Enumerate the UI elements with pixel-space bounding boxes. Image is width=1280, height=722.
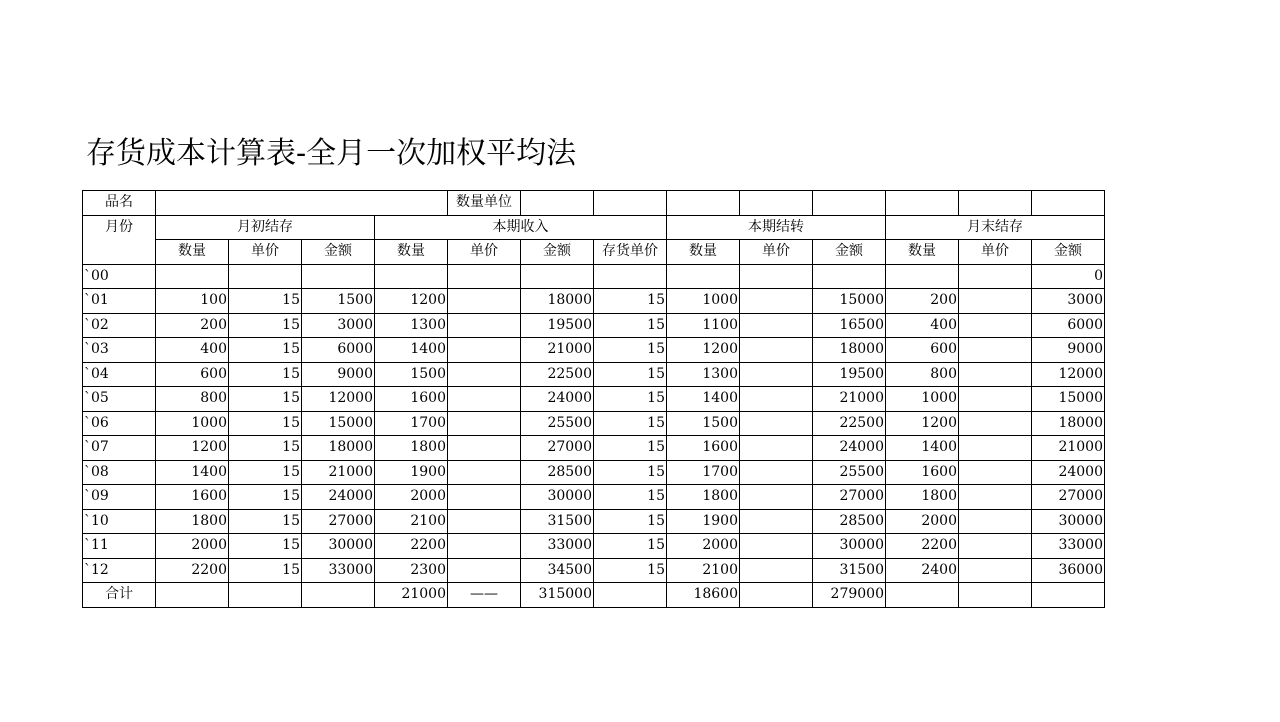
- opening-amount-cell[interactable]: 1500: [302, 289, 375, 314]
- table-row: [83, 436, 1189, 461]
- closing-price-cell[interactable]: [959, 534, 1032, 559]
- month-cell[interactable]: `03: [83, 338, 156, 363]
- table-row: [83, 289, 1189, 314]
- inventory-cost-table: [82, 190, 1189, 608]
- closing-qty-cell[interactable]: 800: [886, 362, 959, 387]
- inventory-unit-price-cell[interactable]: 15: [594, 509, 667, 534]
- transfers-amount-cell[interactable]: 25500: [813, 460, 886, 485]
- inventory-unit-price-cell[interactable]: 15: [594, 362, 667, 387]
- month-cell[interactable]: `06: [83, 411, 156, 436]
- table-row: [83, 387, 1189, 412]
- receipts-qty-cell[interactable]: 1900: [375, 460, 448, 485]
- transfers-price-cell[interactable]: [740, 509, 813, 534]
- closing-price-cell[interactable]: [959, 387, 1032, 412]
- closing-qty-cell[interactable]: [886, 264, 959, 289]
- total-receipts-price-cell[interactable]: ——: [448, 583, 521, 608]
- closing-amount-cell[interactable]: 30000: [1032, 509, 1105, 534]
- transfers-qty-cell[interactable]: 1400: [667, 387, 740, 412]
- receipts-amount-cell[interactable]: 31500: [521, 509, 594, 534]
- opening-price-cell[interactable]: 15: [229, 411, 302, 436]
- transfers-price-cell[interactable]: [740, 460, 813, 485]
- transfers-amount-cell[interactable]: 21000: [813, 387, 886, 412]
- opening-group-label: 月初结存: [156, 215, 375, 240]
- transfers-price-cell[interactable]: [740, 534, 813, 559]
- transfers-qty-cell[interactable]: [667, 264, 740, 289]
- transfers-amount-cell[interactable]: 18000: [813, 338, 886, 363]
- col-receipts-qty: 数量: [375, 240, 448, 265]
- opening-amount-cell[interactable]: 33000: [302, 558, 375, 583]
- qty-unit-label: 数量单位: [448, 191, 521, 216]
- opening-price-cell[interactable]: [229, 264, 302, 289]
- inventory-unit-price-cell[interactable]: 15: [594, 387, 667, 412]
- col-opening-amount: 金额: [302, 240, 375, 265]
- closing-amount-cell[interactable]: 9000: [1032, 338, 1105, 363]
- inventory-unit-price-cell[interactable]: 15: [594, 313, 667, 338]
- receipts-qty-cell[interactable]: 1500: [375, 362, 448, 387]
- month-label: 月份: [83, 215, 156, 264]
- receipts-price-cell[interactable]: [448, 411, 521, 436]
- transfers-qty-cell[interactable]: 1800: [667, 485, 740, 510]
- opening-qty-cell[interactable]: 1200: [156, 436, 229, 461]
- table-row: [83, 509, 1189, 534]
- receipts-price-cell[interactable]: [448, 313, 521, 338]
- opening-amount-cell[interactable]: 9000: [302, 362, 375, 387]
- opening-price-cell[interactable]: 15: [229, 289, 302, 314]
- opening-qty-cell[interactable]: 1000: [156, 411, 229, 436]
- inventory-unit-price-cell[interactable]: 15: [594, 411, 667, 436]
- receipts-amount-cell[interactable]: 22500: [521, 362, 594, 387]
- closing-price-cell[interactable]: [959, 436, 1032, 461]
- page-title: 存货成本计算表-全月一次加权平均法: [86, 136, 577, 171]
- blank-cell[interactable]: [594, 191, 667, 216]
- total-closing-amount-cell[interactable]: [1032, 583, 1105, 608]
- month-cell[interactable]: `00: [83, 264, 156, 289]
- closing-qty-cell[interactable]: 1800: [886, 485, 959, 510]
- qty-unit-value[interactable]: [521, 191, 594, 216]
- table-row: [83, 338, 1189, 363]
- transfers-price-cell[interactable]: [740, 387, 813, 412]
- inventory-unit-price-cell[interactable]: [594, 264, 667, 289]
- opening-amount-cell[interactable]: 24000: [302, 485, 375, 510]
- total-transfers-price-cell[interactable]: [740, 583, 813, 608]
- receipts-price-cell[interactable]: [448, 436, 521, 461]
- opening-amount-cell[interactable]: [302, 264, 375, 289]
- opening-qty-cell[interactable]: [156, 264, 229, 289]
- closing-amount-cell[interactable]: 0: [1032, 264, 1105, 289]
- closing-price-cell[interactable]: [959, 460, 1032, 485]
- opening-amount-cell[interactable]: 15000: [302, 411, 375, 436]
- month-cell[interactable]: `08: [83, 460, 156, 485]
- closing-amount-cell[interactable]: 6000: [1032, 313, 1105, 338]
- transfers-price-cell[interactable]: [740, 289, 813, 314]
- receipts-qty-cell[interactable]: 1200: [375, 289, 448, 314]
- transfers-qty-cell[interactable]: 2000: [667, 534, 740, 559]
- receipts-amount-cell[interactable]: 21000: [521, 338, 594, 363]
- transfers-qty-cell[interactable]: 1600: [667, 436, 740, 461]
- closing-qty-cell[interactable]: 2200: [886, 534, 959, 559]
- closing-qty-cell[interactable]: 200: [886, 289, 959, 314]
- transfers-amount-cell[interactable]: 22500: [813, 411, 886, 436]
- transfers-amount-cell[interactable]: 15000: [813, 289, 886, 314]
- month-cell[interactable]: `05: [83, 387, 156, 412]
- closing-price-cell[interactable]: [959, 313, 1032, 338]
- opening-amount-cell[interactable]: 3000: [302, 313, 375, 338]
- opening-qty-cell[interactable]: 600: [156, 362, 229, 387]
- month-cell[interactable]: `02: [83, 313, 156, 338]
- opening-qty-cell[interactable]: 1800: [156, 509, 229, 534]
- col-closing-amount: 金额: [1032, 240, 1105, 265]
- opening-qty-cell[interactable]: 400: [156, 338, 229, 363]
- closing-qty-cell[interactable]: 600: [886, 338, 959, 363]
- closing-price-cell[interactable]: [959, 338, 1032, 363]
- transfers-amount-cell[interactable]: 30000: [813, 534, 886, 559]
- opening-amount-cell[interactable]: 18000: [302, 436, 375, 461]
- col-opening-price: 单价: [229, 240, 302, 265]
- closing-qty-cell[interactable]: 2400: [886, 558, 959, 583]
- transfers-price-cell[interactable]: [740, 436, 813, 461]
- col-transfers-qty: 数量: [667, 240, 740, 265]
- opening-price-cell[interactable]: 15: [229, 485, 302, 510]
- blank-cell[interactable]: [667, 191, 740, 216]
- transfers-price-cell[interactable]: [740, 485, 813, 510]
- closing-price-cell[interactable]: [959, 558, 1032, 583]
- receipts-price-cell[interactable]: [448, 338, 521, 363]
- col-receipts-price: 单价: [448, 240, 521, 265]
- inventory-unit-price-cell[interactable]: 15: [594, 534, 667, 559]
- transfers-amount-cell[interactable]: 27000: [813, 485, 886, 510]
- transfers-price-cell[interactable]: [740, 411, 813, 436]
- receipts-price-cell[interactable]: [448, 387, 521, 412]
- table-row: [83, 411, 1189, 436]
- month-cell[interactable]: `07: [83, 436, 156, 461]
- closing-price-cell[interactable]: [959, 362, 1032, 387]
- receipts-price-cell[interactable]: [448, 534, 521, 559]
- inventory-unit-price-cell[interactable]: 15: [594, 436, 667, 461]
- totals-label: 合计: [83, 583, 156, 608]
- closing-price-cell[interactable]: [959, 411, 1032, 436]
- transfers-qty-cell[interactable]: 1300: [667, 362, 740, 387]
- opening-qty-cell[interactable]: 2000: [156, 534, 229, 559]
- receipts-price-cell[interactable]: [448, 460, 521, 485]
- col-transfers-price: 单价: [740, 240, 813, 265]
- closing-group-label: 月末结存: [886, 215, 1105, 240]
- receipts-amount-cell[interactable]: 18000: [521, 289, 594, 314]
- closing-price-cell[interactable]: [959, 509, 1032, 534]
- closing-qty-cell[interactable]: 1400: [886, 436, 959, 461]
- transfers-qty-cell[interactable]: 1000: [667, 289, 740, 314]
- blank-cell[interactable]: [886, 191, 959, 216]
- total-opening-qty-cell[interactable]: [156, 583, 229, 608]
- transfers-amount-cell[interactable]: 24000: [813, 436, 886, 461]
- opening-qty-cell[interactable]: 800: [156, 387, 229, 412]
- table-row: [83, 313, 1189, 338]
- receipts-qty-cell[interactable]: [375, 264, 448, 289]
- table-row: [83, 264, 1189, 289]
- month-cell[interactable]: `11: [83, 534, 156, 559]
- opening-price-cell[interactable]: 15: [229, 558, 302, 583]
- inventory-unit-price-cell[interactable]: 15: [594, 289, 667, 314]
- receipts-group-label: 本期收入: [375, 215, 667, 240]
- total-closing-price-cell[interactable]: [959, 583, 1032, 608]
- total-receipts-amount-cell[interactable]: 315000: [521, 583, 594, 608]
- receipts-amount-cell[interactable]: 34500: [521, 558, 594, 583]
- opening-qty-cell[interactable]: 1600: [156, 485, 229, 510]
- inventory-unit-price-cell[interactable]: 15: [594, 485, 667, 510]
- header-row-columns: [83, 240, 1189, 265]
- receipts-amount-cell[interactable]: 33000: [521, 534, 594, 559]
- receipts-amount-cell[interactable]: 28500: [521, 460, 594, 485]
- receipts-qty-cell[interactable]: 1400: [375, 338, 448, 363]
- month-cell[interactable]: `09: [83, 485, 156, 510]
- closing-amount-cell[interactable]: 15000: [1032, 387, 1105, 412]
- opening-qty-cell[interactable]: 2200: [156, 558, 229, 583]
- total-inventory-unit-price-cell[interactable]: [594, 583, 667, 608]
- col-transfers-amount: 金额: [813, 240, 886, 265]
- col-closing-price: 单价: [959, 240, 1032, 265]
- receipts-price-cell[interactable]: [448, 485, 521, 510]
- total-transfers-qty-cell[interactable]: 18600: [667, 583, 740, 608]
- opening-price-cell[interactable]: 15: [229, 387, 302, 412]
- receipts-price-cell[interactable]: [448, 289, 521, 314]
- total-opening-price-cell[interactable]: [229, 583, 302, 608]
- receipts-amount-cell[interactable]: 27000: [521, 436, 594, 461]
- opening-price-cell[interactable]: 15: [229, 460, 302, 485]
- closing-qty-cell[interactable]: 400: [886, 313, 959, 338]
- transfers-qty-cell[interactable]: 1900: [667, 509, 740, 534]
- receipts-qty-cell[interactable]: 1300: [375, 313, 448, 338]
- totals-row: [83, 583, 1189, 608]
- product-name-value[interactable]: [156, 191, 448, 216]
- transfers-qty-cell[interactable]: 1100: [667, 313, 740, 338]
- receipts-qty-cell[interactable]: 2100: [375, 509, 448, 534]
- col-receipts-amount: 金额: [521, 240, 594, 265]
- transfers-qty-cell[interactable]: 1500: [667, 411, 740, 436]
- opening-price-cell[interactable]: 15: [229, 534, 302, 559]
- month-cell[interactable]: `01: [83, 289, 156, 314]
- opening-amount-cell[interactable]: 30000: [302, 534, 375, 559]
- receipts-price-cell[interactable]: [448, 509, 521, 534]
- receipts-amount-cell[interactable]: 19500: [521, 313, 594, 338]
- header-row-product: [83, 191, 1189, 216]
- closing-amount-cell[interactable]: 21000: [1032, 436, 1105, 461]
- opening-amount-cell[interactable]: 6000: [302, 338, 375, 363]
- opening-qty-cell[interactable]: 100: [156, 289, 229, 314]
- closing-price-cell[interactable]: [959, 264, 1032, 289]
- opening-price-cell[interactable]: 15: [229, 338, 302, 363]
- blank-cell[interactable]: [959, 191, 1032, 216]
- opening-price-cell[interactable]: 15: [229, 362, 302, 387]
- receipts-qty-cell[interactable]: 1600: [375, 387, 448, 412]
- month-cell[interactable]: `12: [83, 558, 156, 583]
- transfers-group-label: 本期结转: [667, 215, 886, 240]
- transfers-price-cell[interactable]: [740, 313, 813, 338]
- receipts-price-cell[interactable]: [448, 362, 521, 387]
- closing-qty-cell[interactable]: 1200: [886, 411, 959, 436]
- transfers-qty-cell[interactable]: 1700: [667, 460, 740, 485]
- col-inventory-unit-price: 存货单价: [594, 240, 667, 265]
- receipts-qty-cell[interactable]: 1700: [375, 411, 448, 436]
- closing-price-cell[interactable]: [959, 485, 1032, 510]
- opening-price-cell[interactable]: 15: [229, 509, 302, 534]
- transfers-amount-cell[interactable]: [813, 264, 886, 289]
- closing-amount-cell[interactable]: 36000: [1032, 558, 1105, 583]
- transfers-price-cell[interactable]: [740, 362, 813, 387]
- blank-cell[interactable]: [813, 191, 886, 216]
- total-transfers-amount-cell[interactable]: 279000: [813, 583, 886, 608]
- receipts-price-cell[interactable]: [448, 264, 521, 289]
- closing-qty-cell[interactable]: 1000: [886, 387, 959, 412]
- transfers-amount-cell[interactable]: 19500: [813, 362, 886, 387]
- receipts-qty-cell[interactable]: 2300: [375, 558, 448, 583]
- opening-amount-cell[interactable]: 12000: [302, 387, 375, 412]
- closing-amount-cell[interactable]: 27000: [1032, 485, 1105, 510]
- transfers-amount-cell[interactable]: 28500: [813, 509, 886, 534]
- receipts-amount-cell[interactable]: [521, 264, 594, 289]
- transfers-price-cell[interactable]: [740, 558, 813, 583]
- opening-qty-cell[interactable]: 200: [156, 313, 229, 338]
- opening-qty-cell[interactable]: 1400: [156, 460, 229, 485]
- blank-cell[interactable]: [1032, 191, 1105, 216]
- table-row: [83, 362, 1189, 387]
- month-cell[interactable]: `04: [83, 362, 156, 387]
- transfers-qty-cell[interactable]: 1200: [667, 338, 740, 363]
- table-row: [83, 485, 1189, 510]
- closing-amount-cell[interactable]: 3000: [1032, 289, 1105, 314]
- col-opening-qty: 数量: [156, 240, 229, 265]
- closing-amount-cell[interactable]: 24000: [1032, 460, 1105, 485]
- month-cell[interactable]: `10: [83, 509, 156, 534]
- closing-amount-cell[interactable]: 18000: [1032, 411, 1105, 436]
- receipts-amount-cell[interactable]: 25500: [521, 411, 594, 436]
- receipts-amount-cell[interactable]: 30000: [521, 485, 594, 510]
- table-row: [83, 558, 1189, 583]
- receipts-qty-cell[interactable]: 1800: [375, 436, 448, 461]
- receipts-qty-cell[interactable]: 2000: [375, 485, 448, 510]
- inventory-unit-price-cell[interactable]: 15: [594, 558, 667, 583]
- transfers-price-cell[interactable]: [740, 264, 813, 289]
- closing-price-cell[interactable]: [959, 289, 1032, 314]
- inventory-unit-price-cell[interactable]: 15: [594, 460, 667, 485]
- inventory-unit-price-cell[interactable]: 15: [594, 338, 667, 363]
- transfers-amount-cell[interactable]: 31500: [813, 558, 886, 583]
- opening-price-cell[interactable]: 15: [229, 436, 302, 461]
- table-row: [83, 460, 1189, 485]
- header-row-groups: [83, 215, 1189, 240]
- closing-amount-cell[interactable]: 12000: [1032, 362, 1105, 387]
- col-closing-qty: 数量: [886, 240, 959, 265]
- table-row: [83, 534, 1189, 559]
- receipts-amount-cell[interactable]: 24000: [521, 387, 594, 412]
- opening-amount-cell[interactable]: 27000: [302, 509, 375, 534]
- transfers-price-cell[interactable]: [740, 338, 813, 363]
- receipts-qty-cell[interactable]: 2200: [375, 534, 448, 559]
- total-opening-amount-cell[interactable]: [302, 583, 375, 608]
- total-receipts-qty-cell[interactable]: 21000: [375, 583, 448, 608]
- opening-price-cell[interactable]: 15: [229, 313, 302, 338]
- blank-cell[interactable]: [740, 191, 813, 216]
- transfers-amount-cell[interactable]: 16500: [813, 313, 886, 338]
- closing-qty-cell[interactable]: 1600: [886, 460, 959, 485]
- closing-amount-cell[interactable]: 33000: [1032, 534, 1105, 559]
- total-closing-qty-cell[interactable]: [886, 583, 959, 608]
- product-name-label: 品名: [83, 191, 156, 216]
- receipts-price-cell[interactable]: [448, 558, 521, 583]
- closing-qty-cell[interactable]: 2000: [886, 509, 959, 534]
- opening-amount-cell[interactable]: 21000: [302, 460, 375, 485]
- transfers-qty-cell[interactable]: 2100: [667, 558, 740, 583]
